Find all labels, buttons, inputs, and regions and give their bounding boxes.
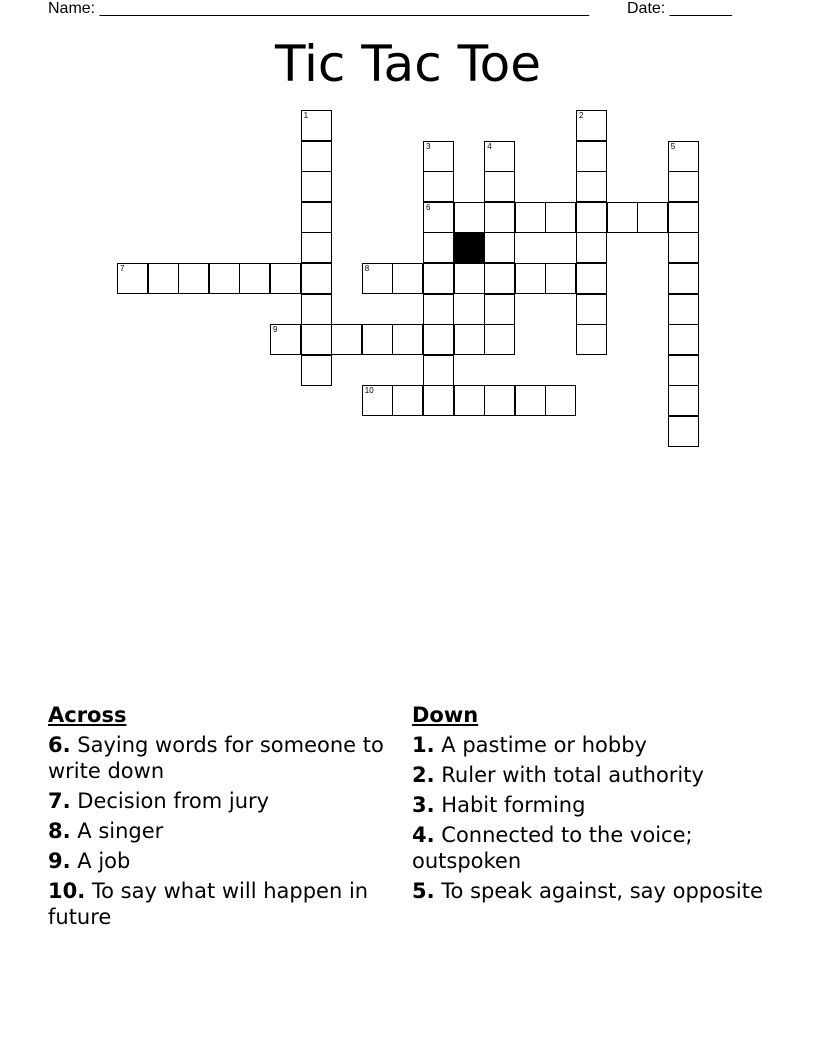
crossword-cell[interactable] xyxy=(515,202,546,233)
crossword-cell[interactable] xyxy=(423,232,454,263)
crossword-cell[interactable] xyxy=(668,232,699,263)
crossword-cell[interactable] xyxy=(545,385,576,416)
crossword-cell[interactable] xyxy=(576,263,607,294)
crossword-cell[interactable] xyxy=(454,202,485,233)
crossword-cell[interactable] xyxy=(423,294,454,325)
clue-number-label: 9 xyxy=(273,325,278,335)
black-cell xyxy=(454,232,485,263)
crossword-cell[interactable] xyxy=(668,171,699,202)
across-clue xyxy=(48,788,388,814)
crossword-cell[interactable] xyxy=(668,263,699,294)
clue-text: A job xyxy=(77,849,131,873)
down-clue xyxy=(412,792,772,818)
crossword-cell[interactable] xyxy=(668,141,699,172)
across-clue xyxy=(48,848,388,874)
crossword-cell[interactable] xyxy=(423,202,454,233)
clue-text: A pastime or hobby xyxy=(441,733,647,757)
crossword-cell[interactable] xyxy=(362,324,393,355)
crossword-cell[interactable] xyxy=(362,385,393,416)
across-clue xyxy=(48,732,388,784)
clue-number: 4. xyxy=(412,823,435,847)
clue-number: 3. xyxy=(412,793,435,817)
crossword-cell[interactable] xyxy=(668,324,699,355)
crossword-cell[interactable] xyxy=(423,355,454,386)
down-clue xyxy=(412,732,772,758)
crossword-cell[interactable] xyxy=(392,385,423,416)
crossword-cell[interactable] xyxy=(607,202,638,233)
clue-text: Saying words for someone to write down xyxy=(48,733,384,783)
crossword-cell[interactable] xyxy=(576,202,607,233)
crossword-cell[interactable] xyxy=(423,385,454,416)
clue-number-label: 3 xyxy=(426,141,431,151)
crossword-cell[interactable] xyxy=(668,385,699,416)
crossword-cell[interactable] xyxy=(454,385,485,416)
clue-text: To speak against, say opposite xyxy=(441,879,763,903)
crossword-cell[interactable] xyxy=(423,141,454,172)
clue-text: Connected to the voice; outspoken xyxy=(412,823,693,873)
across-clue xyxy=(48,878,388,930)
clue-number-label: 7 xyxy=(120,264,125,273)
clue-text: Ruler with total authority xyxy=(441,763,704,787)
down-clues xyxy=(412,702,772,908)
crossword-cell[interactable] xyxy=(484,171,515,202)
down-clue xyxy=(412,762,772,788)
crossword-cell[interactable] xyxy=(301,202,332,233)
crossword-cell[interactable] xyxy=(301,171,332,202)
crossword-cell[interactable] xyxy=(239,263,270,294)
crossword-cell[interactable] xyxy=(668,355,699,386)
clue-number: 10. xyxy=(48,879,86,903)
across-clues xyxy=(48,702,388,934)
crossword-cell[interactable] xyxy=(270,263,301,294)
crossword-cell[interactable] xyxy=(148,263,179,294)
crossword-cell[interactable] xyxy=(392,324,423,355)
across-clue xyxy=(48,818,388,844)
date-field-label: Date: _______ xyxy=(627,0,732,17)
down-clue xyxy=(412,878,772,904)
clue-number: 1. xyxy=(412,733,435,757)
clue-text: A singer xyxy=(77,819,164,843)
clue-text: Decision from jury xyxy=(77,789,270,813)
crossword-cell[interactable] xyxy=(576,110,607,141)
crossword-cell[interactable] xyxy=(331,324,362,355)
clue-number: 2. xyxy=(412,763,435,787)
clue-text: To say what will happen in future xyxy=(48,879,369,929)
crossword-cell[interactable] xyxy=(576,232,607,263)
clue-text: Habit forming xyxy=(441,793,586,817)
crossword-cell[interactable] xyxy=(484,385,515,416)
clue-number: 6. xyxy=(48,733,71,757)
crossword-cell[interactable] xyxy=(484,263,515,294)
across-heading: Across xyxy=(48,703,127,727)
crossword-cell[interactable] xyxy=(484,202,515,233)
clue-number-label: 1 xyxy=(303,111,309,120)
crossword-cell[interactable] xyxy=(423,263,454,294)
crossword-cell[interactable] xyxy=(545,202,576,233)
crossword-cell[interactable] xyxy=(484,232,515,263)
crossword-cell[interactable] xyxy=(178,263,209,294)
crossword-cell[interactable] xyxy=(576,294,607,325)
crossword-cell[interactable] xyxy=(454,324,485,355)
crossword-cell[interactable] xyxy=(576,141,607,172)
crossword-cell[interactable] xyxy=(270,324,301,355)
crossword-cell[interactable] xyxy=(576,171,607,202)
crossword-cell[interactable] xyxy=(301,294,332,325)
crossword-cell[interactable] xyxy=(515,385,546,416)
crossword-cell[interactable] xyxy=(301,232,332,263)
crossword-cell[interactable] xyxy=(515,263,546,294)
crossword-cell[interactable] xyxy=(209,263,240,294)
clue-number-label: 8 xyxy=(364,264,370,273)
crossword-cell[interactable] xyxy=(576,324,607,355)
crossword-cell[interactable] xyxy=(392,263,423,294)
down-clue xyxy=(412,822,772,874)
clue-number-label: 2 xyxy=(579,111,584,120)
crossword-cell[interactable] xyxy=(423,324,454,355)
clue-number: 9. xyxy=(48,849,71,873)
clue-number-label: 4 xyxy=(487,141,492,151)
clue-number: 7. xyxy=(48,789,71,813)
crossword-cell[interactable] xyxy=(668,202,699,233)
crossword-cell[interactable] xyxy=(454,263,485,294)
crossword-cell[interactable] xyxy=(545,263,576,294)
down-heading: Down xyxy=(412,703,479,727)
crossword-cell[interactable] xyxy=(301,141,332,172)
crossword-cell[interactable] xyxy=(301,355,332,386)
crossword-cell[interactable] xyxy=(668,294,699,325)
crossword-cell[interactable] xyxy=(484,141,515,172)
crossword-cell[interactable] xyxy=(301,324,332,355)
crossword-cell[interactable] xyxy=(362,263,393,294)
crossword-cell[interactable] xyxy=(423,171,454,202)
crossword-cell[interactable] xyxy=(117,263,148,294)
crossword-cell[interactable] xyxy=(668,416,699,447)
crossword-cell[interactable] xyxy=(301,110,332,141)
clue-number-label: 6 xyxy=(426,202,431,212)
crossword-cell[interactable] xyxy=(484,324,515,355)
crossword-grid xyxy=(0,0,816,460)
clue-number-label: 5 xyxy=(670,141,676,151)
clue-number-label: 10 xyxy=(364,386,374,396)
crossword-cell[interactable] xyxy=(637,202,668,233)
page-title: Tic Tac Toe xyxy=(275,35,541,93)
clue-number: 8. xyxy=(48,819,71,843)
name-field-label: Name: _______________________________________________________ xyxy=(48,0,589,17)
crossword-cell[interactable] xyxy=(301,263,332,294)
crossword-cell[interactable] xyxy=(484,294,515,325)
clue-number: 5. xyxy=(412,879,435,903)
